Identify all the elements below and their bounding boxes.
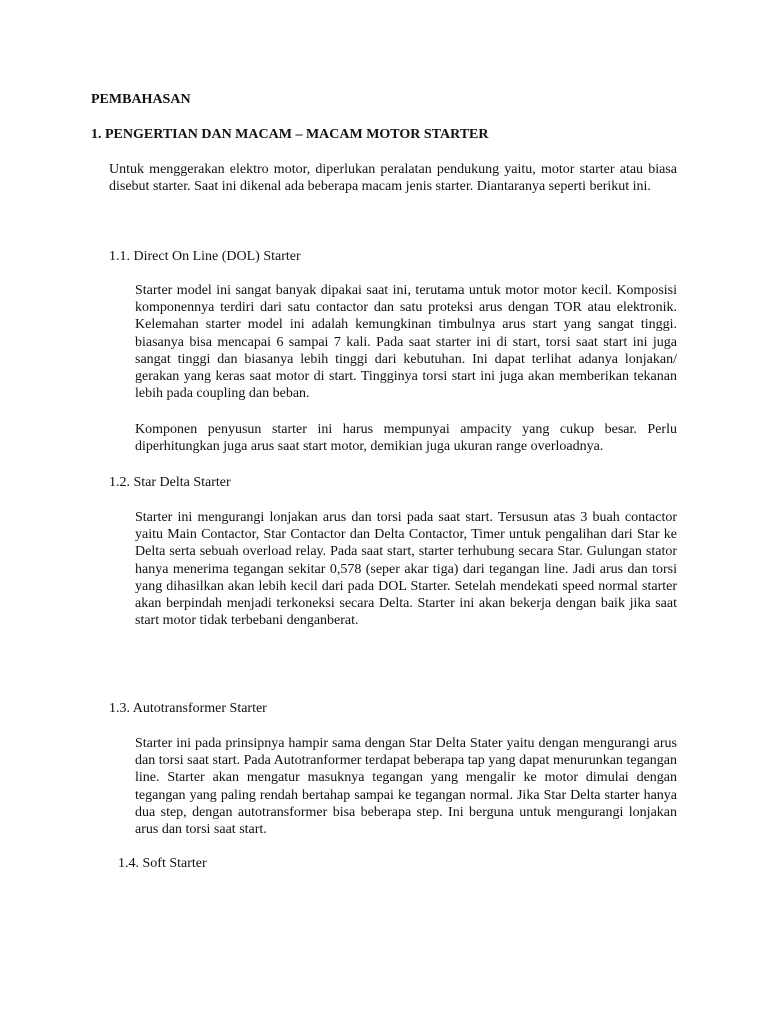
- star-delta-paragraph: Starter ini mengurangi lonjakan arus dan torsi pada saat start. Tersusun atas 3 buah contactor yaitu Main Contactor, Star Contactor dan Delta Contactor, Timer untuk pengalihan dari Star ke Delta serta sebuah overload relay. Pada saat start, starter terhubung secara Star. Gulungan stator hanya menerima tegangan sekitar 0,578 (seper akar tiga) dari tegangan line. Jadi arus dan torsi yang dihasilkan akan lebih kecil dari pada DOL Starter. Setelah mendekati speed normal starter akan berpindah menjadi terkoneksi secara Delta. Starter ini akan bekerja dengan baik jika saat start motor tidak terbebani denganberat.: [135, 510, 677, 629]
- section-title: 1. PENGERTIAN DAN MACAM – MACAM MOTOR STARTER: [91, 127, 489, 142]
- subsection-title-dol: 1.1. Direct On Line (DOL) Starter: [109, 249, 301, 264]
- subsection-title-soft-starter: 1.4. Soft Starter: [118, 856, 207, 871]
- subsection-title-autotransformer: 1.3. Autotransformer Starter: [109, 701, 267, 716]
- autotransformer-paragraph: Starter ini pada prinsipnya hampir sama dengan Star Delta Stater yaitu dengan mengurangi arus dan torsi saat start. Pada Autotranformer terdapat beberapa tap yang dapat menurunkan tegangan line. Starter akan mengatur masuknya tegangan yang mengalir ke motor dimulai dengan tegangan yang paling rendah bertahap sampai ke tegangan normal. Jika Star Delta starter hanya dua step, dengan autotransformer bisa beberapa step. Ini berguna untuk mengurangi lonjakan arus dan torsi saat start.: [135, 736, 677, 838]
- subsection-title-star-delta: 1.2. Star Delta Starter: [109, 475, 231, 490]
- dol-paragraph-2: Komponen penyusun starter ini harus mempunyai ampacity yang cukup besar. Perlu diperhitungkan juga arus saat start motor, demikian juga ukuran range overloadnya.: [135, 422, 677, 455]
- page-heading: PEMBAHASAN: [91, 92, 191, 107]
- dol-paragraph-1: Starter model ini sangat banyak dipakai saat ini, terutama untuk motor motor kecil. Komposisi komponennya terdiri dari satu contactor dan satu proteksi arus dengan TOR atau elektronik. Kelemahan starter model ini adalah kemungkinan timbulnya arus start yang sangat tinggi. biasanya bisa mencapai 6 sampai 7 kali. Pada saat starter ini di start, torsi saat start ini juga sangat tinggi dan biasanya lebih tinggi dari kebutuhan. Ini dapat terlihat adanya lonjakan/ gerakan yang keras saat motor di start. Tingginya torsi start ini juga akan memberikan tekanan lebih pada coupling dan beban.: [135, 283, 677, 402]
- intro-paragraph: Untuk menggerakan elektro motor, diperlukan peralatan pendukung yaitu, motor starter atau biasa disebut starter. Saat ini dikenal ada beberapa macam jenis starter. Diantaranya seperti berikut ini.: [109, 162, 677, 195]
